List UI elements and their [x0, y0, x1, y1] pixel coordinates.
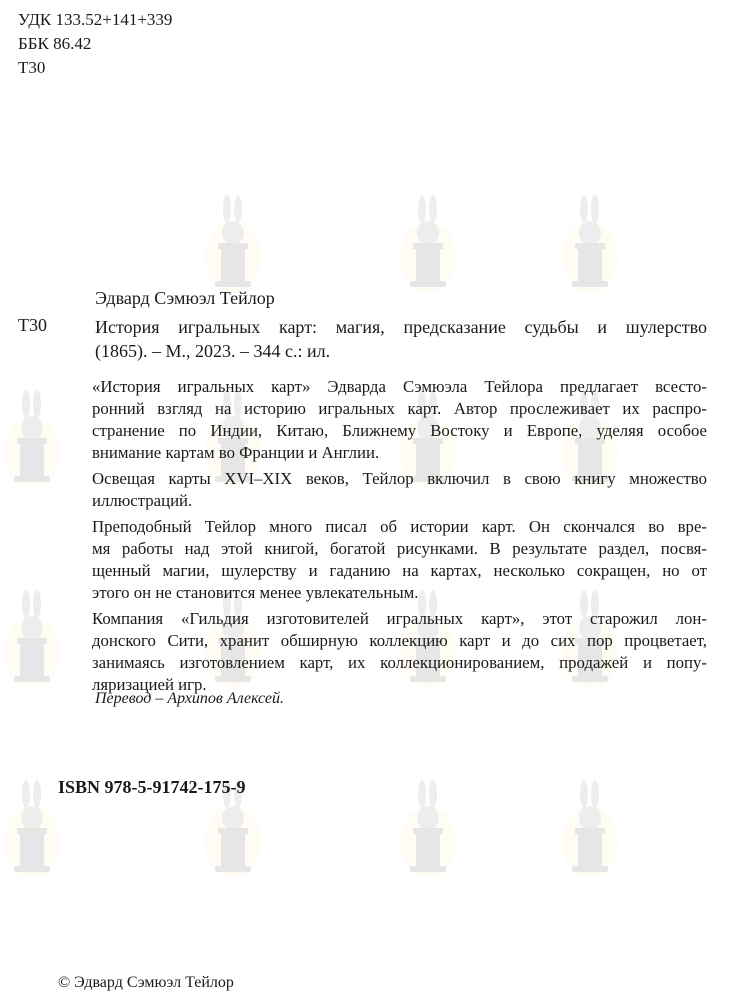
annotation — [92, 376, 707, 696]
rabbit-in-top-hat-icon — [205, 195, 261, 295]
annotation-line: Преподобный Тейлор много писал об истории карт. Он скончался во вре- — [92, 517, 707, 536]
annotation-paragraph — [92, 608, 707, 696]
annotation-line: донского Сити, хранит обширную коллекцию карт и до сих пор процветает, — [92, 631, 707, 650]
rabbit-in-top-hat-icon — [562, 780, 618, 880]
annotation-line: щенный магии, шулерству и гаданию на картах, несколько сокращен, но от — [92, 561, 707, 580]
title-line: История игральных карт: магия, предсказание судьбы и шулерство — [95, 317, 707, 337]
annotation-line: ляризацией игр. — [92, 675, 207, 694]
copyright-notice: © Эдвард Сэмюэл Тейлор — [58, 974, 234, 991]
title-block — [95, 315, 707, 363]
annotation-line: ронний взгляд на историю игральных карт. Автор прослеживает их распро- — [92, 399, 707, 418]
author-name: Эдвард Сэмюэл Тейлор — [95, 288, 275, 308]
classification-block — [18, 8, 172, 80]
annotation-line: Компания «Гильдия изготовителей игральных карт», этот старожил лон- — [92, 609, 707, 628]
rabbit-in-top-hat-icon — [4, 590, 60, 690]
rabbit-in-top-hat-icon — [400, 195, 456, 295]
annotation-paragraph — [92, 468, 707, 512]
annotation-paragraph — [92, 516, 707, 604]
annotation-line: иллюстраций. — [92, 491, 193, 510]
annotation-paragraph — [92, 376, 707, 464]
translator-credit: Перевод – Архипов Алексей. — [95, 690, 284, 707]
annotation-line: мя работы над этой книгой, богатой рисунками. В результате раздел, посвя- — [92, 539, 707, 558]
bbk-code: ББК 86.42 — [18, 34, 92, 53]
title-line: (1865). – М., 2023. – 344 с.: ил. — [95, 341, 331, 361]
annotation-line: внимание картам во Франции и Англии. — [92, 443, 380, 462]
rabbit-in-top-hat-icon — [4, 780, 60, 880]
annotation-line: «История игральных карт» Эдварда Сэмюэла Тейлора предлагает всесто- — [92, 377, 707, 396]
rabbit-in-top-hat-icon — [562, 195, 618, 295]
annotation-line: Освещая карты XVI–XIX веков, Тейлор включил в свою книгу множество — [92, 469, 707, 488]
annotation-line: занимаясь изготовлением карт, их коллекционированием, продажей и попу- — [92, 653, 707, 672]
annotation-line: странение по Индии, Китаю, Ближнему Востоку и Европе, уделяя особое — [92, 421, 707, 440]
annotation-line: этого он не становится менее увлекательным. — [92, 583, 419, 602]
author-mark: Т30 — [18, 58, 46, 77]
rabbit-in-top-hat-icon — [4, 390, 60, 490]
author-code: Т30 — [18, 315, 47, 335]
rabbit-in-top-hat-icon — [400, 780, 456, 880]
isbn: ISBN 978-5-91742-175-9 — [58, 777, 246, 797]
udk-code: УДК 133.52+141+339 — [18, 10, 173, 29]
